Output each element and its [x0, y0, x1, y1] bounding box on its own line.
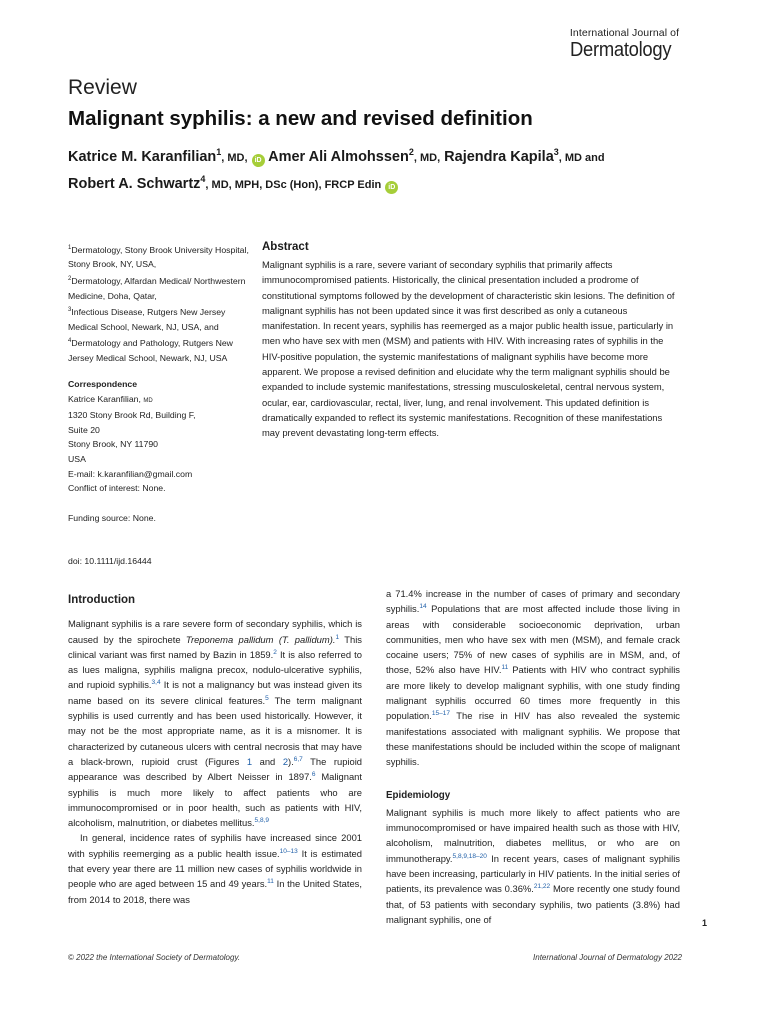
citation-link[interactable]: 1: [335, 633, 340, 641]
footer-copyright: [68, 953, 240, 962]
correspondence-email[interactable]: E-mail: k.karanfilian@gmail.com: [68, 468, 193, 479]
citation-link[interactable]: 15–17: [431, 710, 450, 718]
author-list: [68, 142, 688, 196]
citation-link[interactable]: 21,22: [533, 883, 551, 891]
journal-logo: [570, 28, 680, 60]
intro-paragraph-2: [68, 830, 362, 906]
citation-link[interactable]: 6: [311, 771, 316, 779]
page-number: 1: [701, 918, 707, 928]
intro-paragraph-1: [68, 616, 362, 830]
affiliation-text: Dermatology, Alfardan Medical/ Northwestern Medicine, Doha, Qatar,: [68, 275, 246, 301]
affiliation-item: [68, 241, 253, 272]
conflict-of-interest: Conflict of interest: None.: [68, 483, 166, 493]
text-run: Populations that are most affected include those living in areas with considerable socioeconomic deprivation, urban communities, men who have sex with men (MSM), and female crack cocaine users; 75% of new cases of syphilis are in MSM, and, of those, 52% also have HIV.: [386, 603, 680, 676]
author-degree: , MD and: [558, 151, 605, 164]
text-run: Malignant syphilis is a rare severe form of secondary syphilis, which is caused by the spirochete: [68, 618, 362, 645]
copyright-text: 2022 the International Society of Dermatology.: [73, 953, 241, 962]
text-run: In recent years, cases of malignant syphilis have been increasing, particularly in HIV patients. In the initial series of patients, its prevalence was 0.36%.: [386, 852, 680, 895]
right-paragraph-1: [386, 586, 680, 770]
figure-link[interactable]: 2: [282, 755, 289, 767]
journal-logo-line1: International Journal of: [569, 27, 680, 39]
text-run: The rupioid appearance was described by Albert Neisser in 1897.: [68, 755, 363, 783]
article-type: Review: [68, 76, 137, 99]
abstract-heading: Abstract: [262, 241, 309, 253]
column-right: [386, 586, 680, 927]
correspondence-heading: Correspondence: [68, 379, 138, 389]
affiliation-text: Dermatology, Stony Brook University Hospital, Stony Brook, NY, USA,: [68, 244, 249, 270]
correspondence-name-text: Katrice Karanfilian,: [68, 393, 141, 404]
text-run: In the United States, from 2014 to 2018, there was: [68, 878, 362, 905]
author-name: Amer Ali Almohssen: [268, 148, 409, 165]
citation-link[interactable]: 10–13: [279, 847, 298, 855]
abstract-body: Malignant syphilis is a rare, severe variant of secondary syphilis that primarily affects immunocompromised patients. Historically, the clinical presentation included a prodrome of constitutional symptoms followed by the development of characteristic skin lesions. The definition of malignant syphilis has not been updated since it was first described as only a cutaneous manifestation. In recent years, syphilis has reemerged as a major public health issue, particularly in men who have sex with men (MSM) and patients with HIV. With increasing rates of syphilis in the HIV-positive population, the systemic manifestations of malignant syphilis have become more apparent. We propose a revised definition and elucidate why the term malignant syphilis should be expanded to include systemic manifestations, stressing musculoskeletal, central nervous system, ocular, ear, cardiovascular, rectal, liver, lung, and renal involvement. This updated definition is dramatically expanded to reflect its systemic manifestations. Recognition of these manifestations may prevent devastating long-term effects.: [262, 259, 675, 439]
citation-link[interactable]: 11: [267, 878, 274, 886]
epidemiology-paragraph: [386, 805, 680, 927]
citation-link[interactable]: 5,8,9: [254, 817, 270, 825]
column-left: [68, 593, 362, 907]
author-degree: , MD,: [221, 151, 248, 164]
text-run: Patients with HIV who contract syphilis are more likely to develop malignant syphilis, with one study finding malignant syphilis occurred 60 times more frequently in this population.: [386, 664, 680, 722]
text-run: Malignant syphilis is much more likely to affect patients who are immunocompromised or in poor health, such as patients with HIV, alcoholism, malnutrition, or diabetes mellitus.: [68, 771, 362, 829]
introduction-heading: Introduction: [68, 594, 136, 606]
citation-link[interactable]: 5: [265, 694, 269, 702]
text-run: It is estimated that every year there are 11 million new cases of syphilis worldwide in people who are aged between 15 and 49 years.: [68, 847, 362, 890]
affiliation-item: [68, 272, 253, 303]
footer-journal: International Journal of Dermatology 2022: [533, 953, 682, 962]
species-name: Treponema pallidum (T. pallidum).: [185, 633, 336, 645]
text-run: In general, incidence rates of syphilis have increased since 2001 with syphilis reemerging as a public health issue.: [68, 832, 362, 859]
correspondence-line: Suite 20: [68, 424, 100, 435]
author-affil-sup: 4: [200, 173, 206, 184]
author-name: Robert A. Schwartz: [68, 175, 201, 192]
text-run: More recently one study found that, of 53 patients with secondary syphilis, two patients (3.8%) had malignant syphilis, one of: [386, 883, 680, 925]
correspondence-name: [68, 392, 253, 409]
correspondence-line: Stony Brook, NY 11790: [68, 439, 158, 450]
doi[interactable]: doi: 10.1111/ijd.16444: [68, 556, 152, 566]
citation-link[interactable]: 2: [273, 648, 277, 656]
author-affil-sup: 2: [408, 147, 414, 157]
text-run: and: [252, 755, 283, 767]
figure-link[interactable]: 1: [246, 755, 253, 767]
citation-link[interactable]: 5,8,9,18–20: [452, 852, 487, 860]
orcid-icon[interactable]: iD: [385, 181, 398, 194]
affiliation-sup: 4: [68, 338, 72, 345]
correspondence-degree: MD: [143, 397, 153, 404]
affiliation-item: [68, 303, 253, 334]
author-degree: , MD, MPH, DSc (Hon), FRCP Edin: [205, 178, 382, 191]
text-run: The rise in HIV has also revealed the systemic manifestations associated with malignant syphilis. We propose that these manifestations should be included within the scope of malignant syphilis.: [386, 710, 680, 768]
citation-link[interactable]: 3,4: [151, 679, 161, 687]
correspondence: [68, 377, 253, 481]
affiliation-item: [68, 334, 253, 365]
affiliation-text: Infectious Disease, Rutgers New Jersey Medical School, Newark, NJ, USA, and: [68, 307, 226, 332]
correspondence-line: 1320 Stony Brook Rd, Building F,: [68, 410, 196, 421]
author-affil-sup: 1: [216, 147, 222, 157]
affiliation-sup: 1: [68, 245, 72, 251]
text-run: This clinical variant was first named by Bazin in 1859.: [68, 633, 362, 660]
citation-link[interactable]: 6,7: [293, 755, 303, 763]
journal-logo-line2: Dermatology: [569, 38, 672, 61]
orcid-icon[interactable]: iD: [252, 154, 265, 167]
affiliation-sup: 2: [68, 276, 72, 283]
affiliation-sup: 3: [68, 307, 72, 314]
text-run: It is not a malignancy but was instead given its name based on its severe clinical features.: [68, 679, 362, 706]
copyright-symbol: ©: [68, 953, 74, 962]
affiliations: [68, 241, 253, 365]
author-name: Rajendra Kapila: [444, 148, 554, 165]
text-run: The term malignant syphilis is used currently and has been used historically. However, it may not be the most appropriate name, as it is a misnomer. It is characterized by cutaneous ulcers with central necrosis that may have a black-brown, rupioid crust (Figures: [68, 694, 362, 767]
author-name: Katrice M. Karanfilian: [68, 148, 217, 165]
article-title: Malignant syphilis: a new and revised definition: [68, 107, 533, 130]
funding-source: Funding source: None.: [68, 513, 156, 523]
correspondence-line: USA: [68, 453, 86, 464]
abstract: [262, 241, 682, 441]
text-run: It is also referred to as lues maligna, syphilis maligna precox, nodulo-ulcerative syphilis, and rupioid syphilis.: [68, 648, 362, 691]
author-affil-sup: 3: [553, 147, 559, 157]
text-run: Malignant syphilis is much more likely to affect patients who are immunocompromised or have impaired health such as those with HIV, alcoholism, malnutrition, diabetes mellitus, or who are on immunotherapy.: [386, 806, 680, 864]
text-run: a 71.4% increase in the number of cases of primary and secondary syphilis.: [386, 588, 680, 615]
citation-link[interactable]: 11: [501, 664, 509, 672]
affiliation-text: Dermatology and Pathology, Rutgers New Jersey Medical School, Newark, NJ, USA: [68, 338, 233, 363]
text-run: ).: [288, 755, 294, 767]
epidemiology-heading: Epidemiology: [386, 789, 451, 801]
citation-link[interactable]: 14: [419, 603, 427, 611]
author-degree: , MD,: [413, 151, 441, 164]
